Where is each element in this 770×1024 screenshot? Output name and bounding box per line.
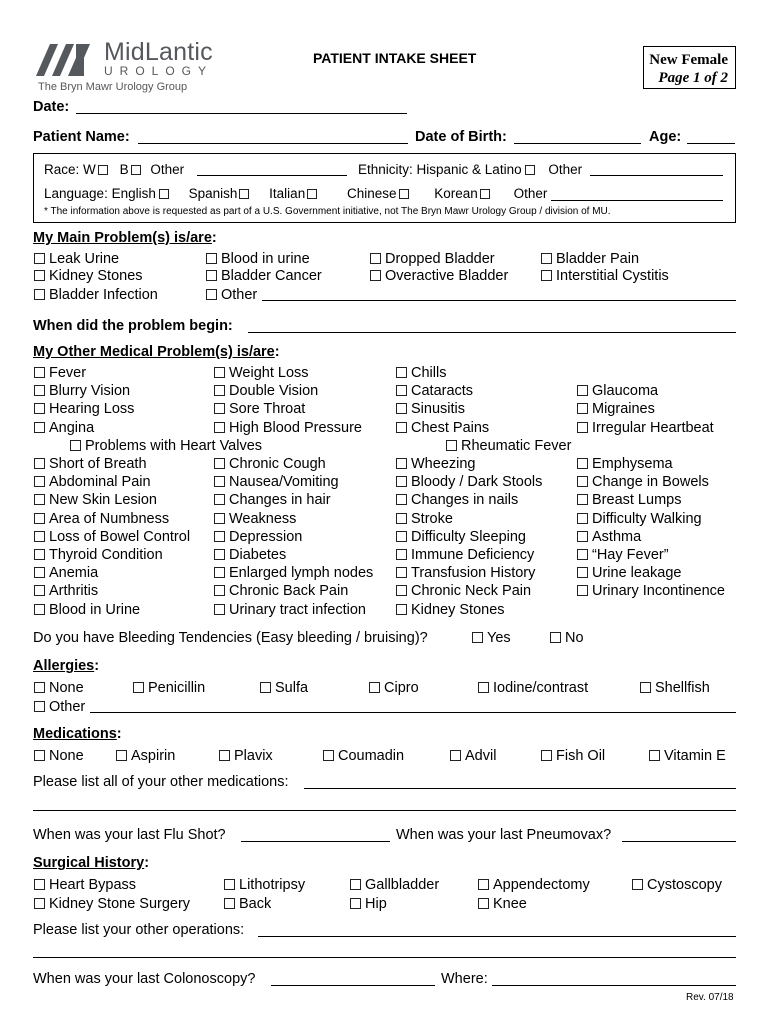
medications-other-label: Please list all of your other medications:	[33, 774, 289, 790]
surgical-row	[0, 877, 770, 895]
list-item[interactable]: None	[34, 680, 84, 696]
spanish-checkbox[interactable]	[239, 189, 249, 199]
list-item[interactable]: Cataracts	[396, 383, 473, 399]
list-item[interactable]: Difficulty Walking	[577, 511, 702, 527]
race-w-checkbox[interactable]	[98, 165, 108, 175]
allergies-row	[0, 680, 770, 698]
list-item[interactable]: Bladder Pain	[541, 251, 639, 267]
medications-heading: Medications:	[33, 726, 122, 742]
list-item[interactable]: Migraines	[577, 401, 655, 417]
logo-group: The Bryn Mawr Urology Group	[38, 81, 188, 93]
flu-field[interactable]	[241, 826, 390, 842]
bleeding-row	[0, 630, 770, 648]
list-item[interactable]: Chest Pains	[396, 420, 489, 436]
bleeding-question: Do you have Bleeding Tendencies (Easy bleeding / bruising)?	[33, 630, 428, 646]
page-number: Page 1 of 2	[658, 70, 728, 86]
list-item[interactable]: Penicillin	[133, 680, 205, 696]
list-item[interactable]: Bladder Infection	[34, 287, 158, 303]
list-item[interactable]: Chronic Neck Pain	[396, 583, 531, 599]
flu-label: When was your last Flu Shot?	[33, 827, 226, 843]
list-item[interactable]: Blood in Urine	[34, 602, 140, 618]
list-item[interactable]: Other	[206, 287, 257, 303]
list-item[interactable]: Dropped Bladder	[370, 251, 495, 267]
list-item[interactable]: Sinusitis	[396, 401, 465, 417]
main-problems-heading: My Main Problem(s) is/are:	[33, 230, 217, 246]
list-item[interactable]: High Blood Pressure	[214, 420, 362, 436]
list-item[interactable]: Enlarged lymph nodes	[214, 565, 373, 581]
medications-other-field-2[interactable]	[33, 795, 736, 811]
list-item[interactable]: None	[34, 748, 84, 764]
race-b-checkbox[interactable]	[131, 165, 141, 175]
list-item[interactable]: “Hay Fever”	[577, 547, 669, 563]
list-item[interactable]: New Skin Lesion	[34, 492, 157, 508]
other-problems-row	[0, 511, 770, 529]
list-item[interactable]: Iodine/contrast	[478, 680, 588, 696]
list-item[interactable]: Weight Loss	[214, 365, 309, 381]
other-problems-row	[0, 547, 770, 565]
list-item[interactable]: Problems with Heart Valves	[70, 438, 262, 454]
other-problems-row	[0, 529, 770, 547]
other-problems-row	[0, 438, 770, 456]
ethnicity-row: Ethnicity: Hispanic & Latino Other	[358, 162, 583, 177]
list-item[interactable]: Diabetes	[214, 547, 286, 563]
surgical-row	[0, 896, 770, 914]
list-item[interactable]: Cipro	[369, 680, 419, 696]
list-item[interactable]: Chronic Back Pain	[214, 583, 348, 599]
list-item[interactable]: Changes in hair	[214, 492, 331, 508]
list-item[interactable]: Emphysema	[577, 456, 673, 472]
other-problems-row	[0, 401, 770, 419]
list-item[interactable]: Hearing Loss	[34, 401, 134, 417]
revision: Rev. 07/18	[686, 992, 734, 1003]
list-item[interactable]: Change in Bowels	[577, 474, 709, 490]
list-item[interactable]: Nausea/Vomiting	[214, 474, 339, 490]
list-item[interactable]: Kidney Stone Surgery	[34, 896, 190, 912]
list-item[interactable]: Sulfa	[260, 680, 308, 696]
list-item[interactable]: Shellfish	[640, 680, 710, 696]
bleeding-no[interactable]: No	[550, 630, 584, 646]
language-other-field[interactable]	[551, 186, 723, 201]
logo-sub: UROLOGY	[104, 64, 214, 78]
pneumovax-field[interactable]	[622, 826, 736, 842]
list-item[interactable]: Loss of Bowel Control	[34, 529, 190, 545]
form-type-box	[643, 46, 736, 89]
list-item[interactable]: Heart Bypass	[34, 877, 136, 893]
list-item[interactable]: Cystoscopy	[632, 877, 722, 893]
list-item[interactable]: Anemia	[34, 565, 98, 581]
list-item[interactable]: Appendectomy	[478, 877, 590, 893]
ethnicity-other-field[interactable]	[590, 161, 723, 176]
race-other-field[interactable]	[197, 161, 347, 176]
list-item[interactable]: Arthritis	[34, 583, 98, 599]
list-item[interactable]: Rheumatic Fever	[446, 438, 571, 454]
pneumovax-label: When was your last Pneumovax?	[396, 827, 612, 843]
list-item[interactable]: Knee	[478, 896, 527, 912]
medications-other-field[interactable]	[304, 773, 736, 789]
allergies-other-field[interactable]	[90, 698, 736, 713]
list-item[interactable]: Interstitial Cystitis	[541, 268, 669, 284]
list-item[interactable]: Blood in urine	[206, 251, 310, 267]
list-item[interactable]: Area of Numbness	[34, 511, 169, 527]
where-field[interactable]	[492, 970, 736, 986]
list-item[interactable]: Glaucoma	[577, 383, 658, 399]
other-problems-heading: My Other Medical Problem(s) is/are:	[33, 344, 280, 360]
list-item[interactable]: Leak Urine	[34, 251, 119, 267]
list-item[interactable]: Changes in nails	[396, 492, 518, 508]
list-item[interactable]: Immune Deficiency	[396, 547, 534, 563]
operations-other-label: Please list your other operations:	[33, 922, 245, 938]
other-problems-row	[0, 602, 770, 620]
colonoscopy-field[interactable]	[271, 970, 435, 986]
operations-other-field-2[interactable]	[33, 942, 736, 958]
form-type: New Female	[649, 52, 728, 68]
list-item[interactable]: Thyroid Condition	[34, 547, 163, 563]
list-item[interactable]: Angina	[34, 420, 94, 436]
list-item[interactable]: Overactive Bladder	[370, 268, 508, 284]
list-item[interactable]: Chronic Cough	[214, 456, 326, 472]
list-item[interactable]: Bloody / Dark Stools	[396, 474, 542, 490]
page-title: PATIENT INTAKE SHEET	[313, 50, 477, 66]
list-item[interactable]: Irregular Heartbeat	[577, 420, 714, 436]
other-problems-row	[0, 474, 770, 492]
colonoscopy-label: When was your last Colonoscopy?	[33, 971, 256, 987]
list-item[interactable]: Double Vision	[214, 383, 318, 399]
chinese-checkbox[interactable]	[399, 189, 409, 199]
dob-field[interactable]	[514, 128, 641, 144]
bleeding-yes[interactable]: Yes	[472, 630, 511, 646]
list-item[interactable]: Stroke	[396, 511, 453, 527]
other-problems-row	[0, 583, 770, 601]
list-item[interactable]: Depression	[214, 529, 302, 545]
when-begin-field[interactable]	[248, 317, 736, 333]
list-item[interactable]: Plavix	[219, 748, 273, 764]
where-label: Where:	[441, 971, 488, 987]
list-item[interactable]: Urine leakage	[577, 565, 681, 581]
patient-name-field[interactable]	[138, 128, 408, 144]
list-item[interactable]: Fever	[34, 365, 86, 381]
list-item[interactable]: Short of Breath	[34, 456, 147, 472]
logo-name: MidLantic	[104, 38, 213, 66]
list-item[interactable]: Difficulty Sleeping	[396, 529, 526, 545]
list-item[interactable]: Other	[34, 699, 85, 715]
list-item[interactable]: Lithotripsy	[224, 877, 305, 893]
main-problems-row-2	[0, 268, 770, 286]
korean-checkbox[interactable]	[480, 189, 490, 199]
race-row: Race: W B Other	[44, 162, 185, 177]
list-item[interactable]: Urinary tract infection	[214, 602, 366, 618]
other-problems-row	[0, 383, 770, 401]
main-problem-other-field[interactable]	[262, 285, 736, 301]
hispanic-checkbox[interactable]	[525, 165, 535, 175]
dob-label: Date of Birth:	[415, 129, 507, 145]
list-item[interactable]: Asthma	[577, 529, 641, 545]
english-checkbox[interactable]	[159, 189, 169, 199]
list-item[interactable]: Bladder Cancer	[206, 268, 322, 284]
list-item[interactable]: Urinary Incontinence	[577, 583, 725, 599]
list-item[interactable]: Gallbladder	[350, 877, 439, 893]
government-note: * The information above is requested as part of a U.S. Government initiative, not The Bryn Mawr Urology Group / division of MU.	[44, 206, 611, 217]
patient-name-label: Patient Name:	[33, 129, 130, 145]
other-problems-row	[0, 492, 770, 510]
list-item[interactable]: Transfusion History	[396, 565, 535, 581]
list-item[interactable]: Breast Lumps	[577, 492, 681, 508]
age-label: Age:	[649, 129, 682, 145]
age-field[interactable]	[687, 128, 735, 144]
midlantic-logo-icon	[36, 42, 100, 78]
surgical-heading: Surgical History:	[33, 855, 150, 871]
list-item[interactable]: Kidney Stones	[34, 268, 143, 284]
medications-row	[0, 748, 770, 766]
when-begin-label: When did the problem begin:	[33, 318, 233, 334]
list-item[interactable]: Fish Oil	[541, 748, 605, 764]
list-item[interactable]: Chills	[396, 365, 446, 381]
operations-other-field[interactable]	[258, 921, 736, 937]
list-item[interactable]: Coumadin	[323, 748, 404, 764]
list-item[interactable]: Advil	[450, 748, 496, 764]
list-item[interactable]: Back	[224, 896, 271, 912]
other-problems-row	[0, 365, 770, 383]
language-row: Language: English Spanish Italian Chinese Korean Other	[44, 186, 548, 201]
list-item[interactable]: Vitamin E	[649, 748, 726, 764]
other-problems-row	[0, 456, 770, 474]
date-field[interactable]	[76, 98, 407, 114]
other-problems-row	[0, 420, 770, 438]
date-label: Date:	[33, 99, 70, 115]
list-item[interactable]: Kidney Stones	[396, 602, 505, 618]
other-problems-row	[0, 565, 770, 583]
list-item[interactable]: Hip	[350, 896, 387, 912]
list-item[interactable]: Wheezing	[396, 456, 475, 472]
allergies-heading: Allergies:	[33, 658, 100, 674]
main-problems-row-1	[0, 251, 770, 269]
list-item[interactable]: Blurry Vision	[34, 383, 130, 399]
list-item[interactable]: Sore Throat	[214, 401, 305, 417]
italian-checkbox[interactable]	[307, 189, 317, 199]
list-item[interactable]: Weakness	[214, 511, 296, 527]
list-item[interactable]: Abdominal Pain	[34, 474, 151, 490]
list-item[interactable]: Aspirin	[116, 748, 175, 764]
